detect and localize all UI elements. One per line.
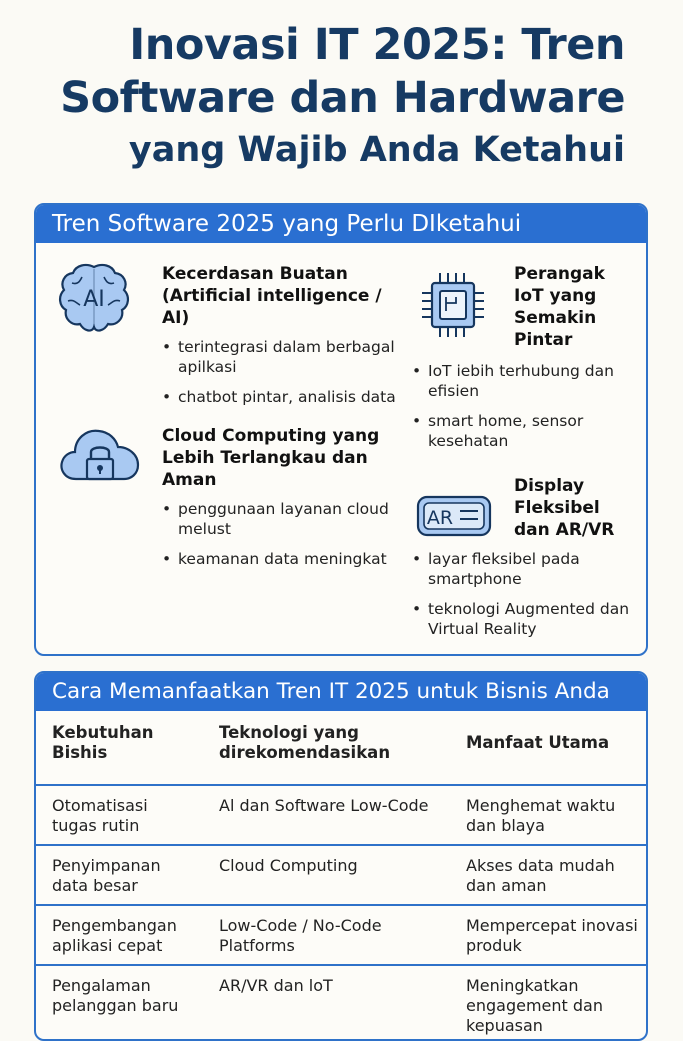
- ai-brain-icon: [58, 261, 130, 347]
- bullet: • teknologi Augmented dan Virtual Reality: [412, 599, 638, 639]
- table-cell: Mempercepat inovasi produk: [450, 905, 646, 965]
- business-card: [34, 671, 648, 1041]
- ai-icon-label: AI: [83, 287, 105, 312]
- table-cell: Otomatisasi tugas rutin: [36, 785, 203, 845]
- page-title: [60, 18, 625, 176]
- title-line-3: yang Wajib Anda Ketahui: [128, 130, 625, 170]
- feature-iot-title: Perangak IoT yang Semakin Pintar: [514, 264, 605, 350]
- bullet: • penggunaan layanan cloud melust: [162, 499, 402, 539]
- table-cell: Pengembangan aplikasi cepat: [36, 905, 203, 965]
- table-cell: Al dan Software Low-Code: [203, 785, 450, 845]
- table-cell: Pengalaman pelanggan baru: [52, 976, 179, 1015]
- bullet: • IoT iebih terhubung dan efisien: [412, 361, 632, 401]
- table-row: [36, 905, 646, 965]
- table-row: [36, 785, 646, 845]
- feature-ai: [162, 263, 402, 417]
- feature-display: [514, 475, 634, 541]
- feature-iot-details: [412, 353, 632, 461]
- title-line-1: Inovasi IT 2025: Tren: [129, 20, 625, 70]
- table-header-row: [36, 713, 646, 785]
- feature-cloud-bullets: [162, 499, 402, 569]
- table-cell: AR/VR dan loT: [219, 976, 333, 995]
- ar-headset-icon: [412, 489, 496, 543]
- business-table: [36, 713, 646, 1041]
- software-trends-heading: Tren Software 2025 yang Perlu DIketahui: [36, 205, 646, 243]
- column-header: Kebutuhan Bishis: [36, 713, 203, 785]
- table-cell: Menghemat waktu dan blaya: [450, 785, 646, 845]
- bullet: • smart home, sensor kesehatan: [412, 411, 632, 451]
- bullet: • chatbot pintar, analisis data: [162, 387, 402, 407]
- bullet: • layar fleksibel pada smartphone: [412, 549, 638, 589]
- column-header: Manfaat Utama: [450, 713, 646, 785]
- bullet: • keamanan data meningkat: [162, 549, 402, 569]
- column-header: Teknologi yang direkomendasikan: [203, 713, 450, 785]
- table-cell: Low-Code / No-Code Platforms: [203, 905, 450, 965]
- bullet: • terintegrasi dalam berbagal apilkasi: [162, 337, 402, 377]
- feature-cloud-title: Cloud Computing yang Lebih Terlangkau dan Aman: [162, 426, 380, 490]
- feature-display-title: Display Fleksibel dan AR/VR: [514, 476, 615, 540]
- feature-iot-bullets: [412, 361, 632, 451]
- feature-iot: [514, 263, 634, 351]
- table-cell: Cloud Computing: [203, 845, 450, 905]
- business-heading: Cara Memanfaatkan Tren IT 2025 untuk Bisnis Anda: [36, 673, 646, 711]
- table-cell: Penyimpanan data besar: [36, 845, 203, 905]
- table-cell: Akses data mudah dan aman: [450, 845, 646, 905]
- table-row: [36, 845, 646, 905]
- feature-ai-bullets: [162, 337, 402, 407]
- feature-ai-title: Kecerdasan Buatan (Artificial intelligence / AI): [162, 264, 382, 328]
- table-row: [36, 965, 646, 1041]
- ar-icon-label: AR: [426, 507, 454, 529]
- software-trends-card: [34, 203, 648, 656]
- iot-chip-icon: [412, 269, 496, 341]
- feature-display-bullets: [412, 549, 638, 639]
- feature-display-details: [412, 541, 638, 649]
- cloud-lock-icon: [58, 419, 142, 489]
- feature-cloud: [162, 425, 402, 579]
- title-line-2: Software dan Hardware: [60, 73, 625, 123]
- table-cell: Meningkatkan engagement dan kepuasan: [466, 976, 603, 1035]
